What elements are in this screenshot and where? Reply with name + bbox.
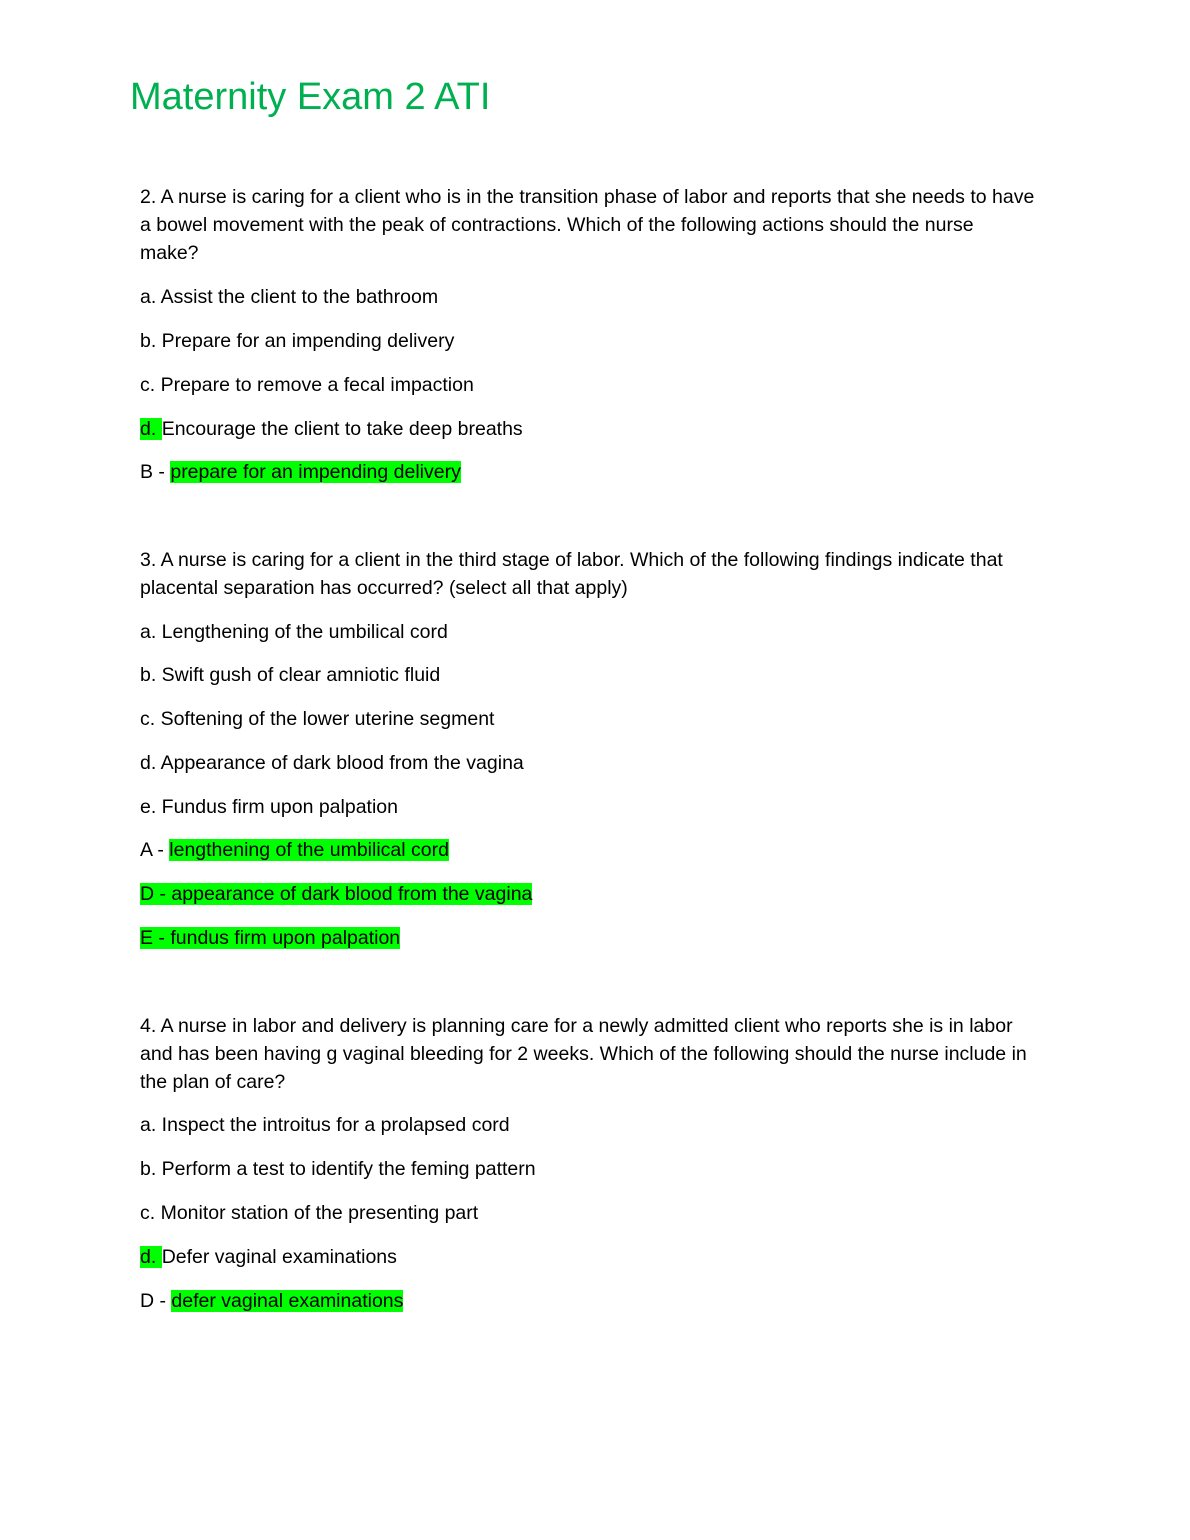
question-4-option-d-letter: d. [140, 1246, 162, 1268]
question-2-option-b: b. Prepare for an impending delivery [140, 330, 455, 352]
question-3-answer-3-text: E - fundus firm upon palpation [140, 927, 401, 949]
question-3-answer-3 [140, 924, 400, 952]
question-2-answer [140, 458, 461, 486]
question-2-stem-line-1: 2. A nurse is caring for a client who is in the transition phase of labor and reports that she needs to have [140, 186, 1035, 208]
question-3-answer-1-prefix: A - [140, 839, 170, 861]
question-2-option-d [140, 415, 523, 443]
question-4-stem-line-2: and has been having g vaginal bleeding for 2 weeks. Which of the following should the nurse include in [140, 1043, 1027, 1065]
question-2-stem-line-3: make? [140, 242, 199, 264]
question-2-option-c: c. Prepare to remove a fecal impaction [140, 374, 474, 396]
question-3-answer-2 [140, 880, 532, 908]
question-4-option-d [140, 1243, 397, 1271]
question-2-option-a: a. Assist the client to the bathroom [140, 286, 439, 308]
question-3-answer-2-text: D - appearance of dark blood from the vagina [140, 883, 533, 905]
question-3-answer-1-text: lengthening of the umbilical cord [169, 839, 449, 861]
question-2-option-d-letter: d. [140, 418, 162, 440]
question-3-stem-line-2: placental separation has occurred? (select all that apply) [140, 577, 628, 599]
question-4-option-c: c. Monitor station of the presenting part [140, 1202, 479, 1224]
question-4-stem-line-3: the plan of care? [140, 1071, 286, 1093]
question-4-answer-prefix: D - [140, 1290, 172, 1312]
question-4-answer-text: defer vaginal examinations [171, 1290, 404, 1312]
question-2-answer-prefix: B - [140, 461, 171, 483]
question-3-answer-1 [140, 836, 449, 864]
question-3-option-c: c. Softening of the lower uterine segment [140, 708, 495, 730]
question-2-option-d-text: Encourage the client to take deep breaths [161, 418, 523, 440]
question-2-answer-text: prepare for an impending delivery [170, 461, 461, 483]
question-3-option-d: d. Appearance of dark blood from the vagina [140, 752, 524, 774]
question-3-option-e: e. Fundus firm upon palpation [140, 796, 398, 818]
document-title: Maternity Exam 2 ATI [130, 76, 491, 118]
question-4-option-d-text: Defer vaginal examinations [161, 1246, 397, 1268]
question-4-option-a: a. Inspect the introitus for a prolapsed cord [140, 1114, 510, 1136]
question-3-option-b: b. Swift gush of clear amniotic fluid [140, 664, 441, 686]
question-2-stem-line-2: a bowel movement with the peak of contractions. Which of the following actions should the nurse [140, 214, 974, 236]
question-4-option-b: b. Perform a test to identify the feming pattern [140, 1158, 536, 1180]
question-3-stem-line-1: 3. A nurse is caring for a client in the third stage of labor. Which of the following findings indicate that [140, 549, 1003, 571]
question-3-option-a: a. Lengthening of the umbilical cord [140, 621, 448, 643]
question-4-answer [140, 1287, 403, 1315]
question-4-stem-line-1: 4. A nurse in labor and delivery is planning care for a newly admitted client who reports she is in labor [140, 1015, 1013, 1037]
